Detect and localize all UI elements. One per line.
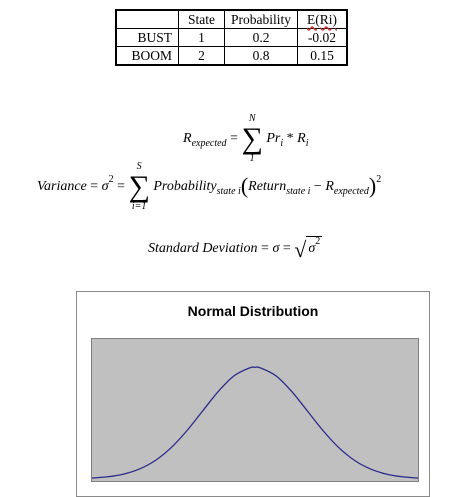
formula-term: Pr [266,131,281,147]
table-cell: 2 [179,47,225,66]
formula-equals: = [261,241,269,256]
formula-term-sub: state i [286,186,311,198]
formula-term: Probability [153,179,217,195]
plot-area [91,338,419,482]
table-header-probability: Probability [225,10,298,29]
table-cell: BUST [116,29,179,47]
formula-lhs: Variance [37,179,87,195]
sum-upper-limit: N [248,113,256,124]
stddev-formula [148,236,322,261]
formula-equals: = [282,241,291,256]
formula-term-sub: i [280,138,284,150]
summation-symbol: ∑ S i=1 [128,161,150,212]
formula-exponent: 2 [315,236,321,247]
sqrt-symbol: √ [294,237,307,262]
formula-exponent: 2 [376,174,382,186]
formula-operator: − [313,179,322,195]
table-cell: -0.02 [298,29,348,47]
sum-lower-limit: 1 [249,153,255,164]
table-cell: 0.8 [225,47,298,66]
series-line-0 [92,367,418,478]
table-header-row [116,10,347,29]
table-row [116,47,347,66]
formula-exponent: 2 [108,174,114,186]
sigma-symbol: σ [101,179,109,195]
sigma-symbol: σ [308,241,316,256]
formula-term: Return [248,179,287,195]
table-header-blank [116,10,179,29]
formula-equals: = [117,179,125,195]
formula-equals: = [230,131,238,147]
table-header-eri: E(Ri) [298,10,348,29]
table-cell: 0.15 [298,47,348,66]
formula-equals: = [90,179,99,195]
formula-term: R [297,131,306,147]
table-cell: BOOM [116,47,179,66]
formula-lhs: Standard Deviation [148,241,258,256]
formula-lhs-sub: expected [191,138,227,150]
formula-term-sub: expected [333,186,369,198]
formula-term: R [325,179,334,195]
table-cell: 1 [179,29,225,47]
left-paren: ( [240,173,249,199]
table-header-state: State [179,10,225,29]
formula-term-sub: i [305,138,309,150]
chart-title: Normal Distribution [187,303,319,319]
sqrt-radicand [306,236,322,256]
expected-return-formula [183,113,309,164]
states-table [115,9,348,66]
right-paren: ) [368,173,377,199]
formula-operator: * [286,131,294,147]
variance-formula [37,161,382,212]
table-row [116,29,347,47]
summation-symbol: ∑ N 1 [241,113,263,164]
sum-upper-limit: S [136,161,142,172]
normal-distribution-chart [92,339,418,481]
sigma-symbol: σ [272,241,280,256]
table-cell: 0.2 [225,29,298,47]
formula-lhs: R [183,131,192,147]
formula-term-sub: state i [216,186,241,198]
sum-lower-limit: i=1 [131,201,147,212]
